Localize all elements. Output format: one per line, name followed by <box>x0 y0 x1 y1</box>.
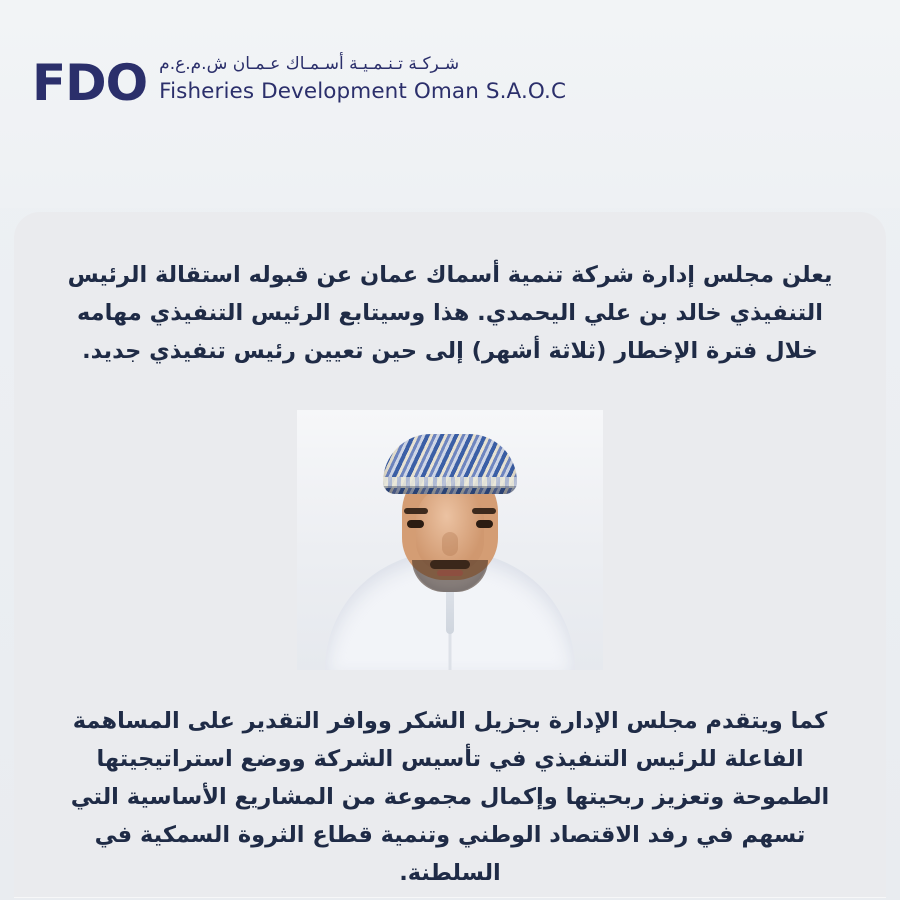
kumma-shadow <box>383 486 517 494</box>
page-header <box>0 0 900 208</box>
portrait-eye-right <box>476 520 493 528</box>
company-logo <box>32 52 566 110</box>
portrait-nose <box>442 532 458 556</box>
announcement-paragraph-bottom: كما ويتقدم مجلس الإدارة بجزيل الشكر ووافر التقدير على المساهمة الفاعلة للرئيس التنفيذي في تأسيس الشركة ووضع استراتيجيتها الطموحة وتعزيز ربحيتها وإكمال مجموعة من المشاريع الأساسية التي تسهم في رفد الاقتصاد الوطني وتنمية قطاع الثروة السمكية في السلطنة. <box>70 708 830 886</box>
portrait-kumma-cap <box>383 434 517 494</box>
portrait-mouth <box>437 570 463 576</box>
ceo-portrait <box>297 410 603 670</box>
announcement-card <box>14 212 886 898</box>
portrait-brow-left <box>404 508 428 514</box>
footer-strip <box>0 896 900 900</box>
logo-name-english: Fisheries Development Oman S.A.O.C <box>159 79 567 104</box>
announcement-paragraph-top: يعلن مجلس إدارة شركة تنمية أسماك عمان عن قبوله استقالة الرئيس التنفيذي خالد بن علي اليحمدي. هذا وسيتابع الرئيس التنفيذي مهامه خلال فترة الإخطار (ثلاثة أشهر) إلى حين تعيين رئيس تنفيذي جديد. <box>67 262 833 364</box>
logo-monogram: FDO <box>32 54 148 112</box>
portrait-brow-right <box>472 508 496 514</box>
portrait-mustache <box>430 560 470 569</box>
portrait-eye-left <box>407 520 424 528</box>
logo-name-arabic: شـركـة تـنـمـيـة أسـمـاك عـمـان ش.م.ع.م <box>159 54 460 74</box>
portrait-image <box>297 410 603 670</box>
logo-wordmark <box>159 52 566 106</box>
